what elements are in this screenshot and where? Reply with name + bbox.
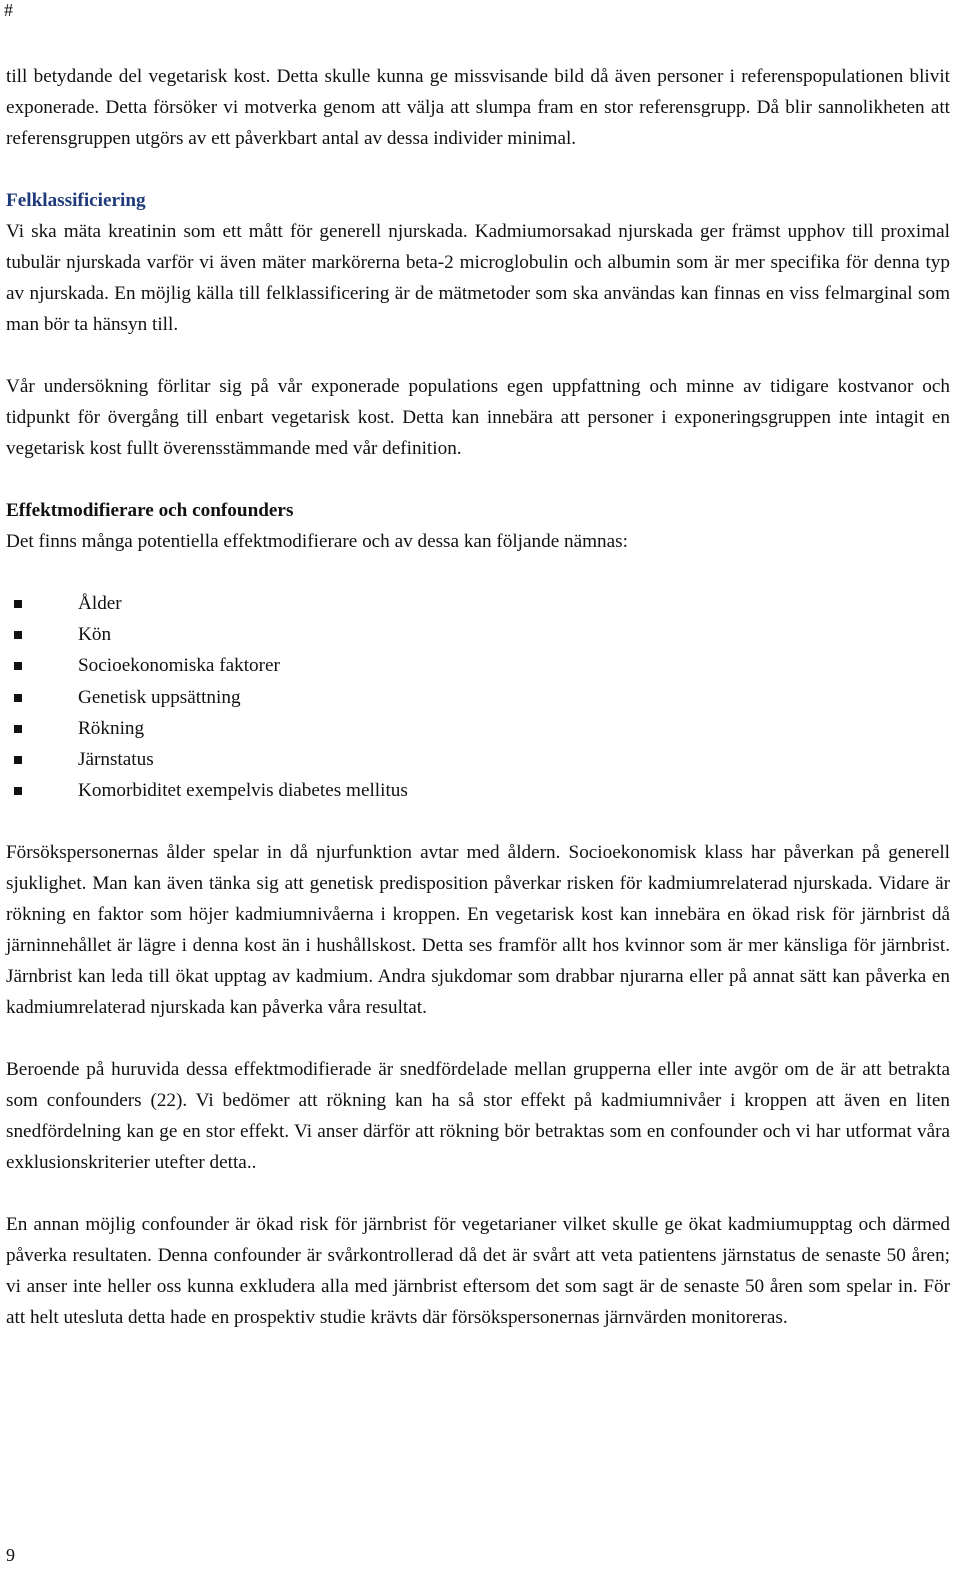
corner-mark: # [4, 0, 13, 20]
heading-effektmodifierare: Effektmodifierare och confounders [6, 500, 294, 521]
list-item: Rökning [6, 713, 950, 744]
list-item: Genetisk uppsättning [6, 682, 950, 713]
square-bullet-icon [14, 756, 22, 764]
square-bullet-icon [14, 662, 22, 670]
paragraph-6: Beroende på huruvida dessa effektmodifierade är snedfördelade mellan grupperna eller inte avgör om de är att betrakta som confounders (22). Vi bedömer att rökning kan ha så stor effekt på kadmiumnivåer i kroppen att även en liten snedfördelning kan ge en stor effekt. Vi anser därför att rökning bör betraktas som en confounder och vi har utformat våra exklusionskriterier utefter detta.. [6, 1059, 950, 1174]
paragraph-4: Det finns många potentiella effektmodifierare och av dessa kan följande nämnas: [6, 531, 628, 552]
effect-modifier-list [6, 588, 950, 806]
list-item: Kön [6, 619, 950, 650]
heading-felklassificiering: Felklassificiering [6, 190, 146, 211]
paragraph-5: Försökspersonernas ålder spelar in då njurfunktion avtar med åldern. Socioekonomisk klass har påverkan på generell sjuklighet. Man kan även tänka sig att genetisk predisposition påverkar risken för kadmiumrelaterad njurskada. Vidare är rökning en faktor som höjer kadmiumnivåerna i kroppen. En vegetarisk kost kan innebära en ökad risk för järnbrist då järninnehållet är lägre i denna kost än i hushållskost. Detta ses framför allt hos kvinnor som är mer känsliga för järnbrist. Järnbrist kan leda till ökat upptag av kadmium. Andra sjukdomar som drabbar njurarna eller på annat sätt kan påverka en kadmiumrelaterad njurskada kan påverka våra resultat. [6, 842, 950, 1019]
list-item: Järnstatus [6, 744, 950, 775]
paragraph-2: Vi ska mäta kreatinin som ett mått för generell njurskada. Kadmiumorsakad njurskada ger främst upphov till proximal tubulär njurskada varför vi även mäter markörerna beta-2 microglobulin och albumin som är mer specifika för denna typ av njurskada. En möjlig källa till felklassificering är de mätmetoder som ska användas kan finnas en viss felmarginal som man bör ta hänsyn till. [6, 221, 950, 335]
document-body [6, 61, 950, 1333]
page-number: 9 [6, 1545, 15, 1565]
paragraph-7: En annan möjlig confounder är ökad risk för järnbrist för vegetarianer vilket skulle ge ökat kadmiumupptag och därmed påverka resultaten. Denna confounder är svårkontrollerad då det är svårt att veta patientens järnstatus de senaste 50 åren; vi anser inte heller oss kunna exkludera alla med järnbrist eftersom det som sagt är de senaste 50 åren som spelar in. För att helt utesluta detta hade en prospektiv studie krävts där försökspersonernas järnvärden monitoreras. [6, 1214, 950, 1329]
square-bullet-icon [14, 787, 22, 795]
square-bullet-icon [14, 694, 22, 702]
list-item: Socioekonomiska faktorer [6, 650, 950, 681]
square-bullet-icon [14, 631, 22, 639]
paragraph-1: till betydande del vegetarisk kost. Detta skulle kunna ge missvisande bild då även personer i referenspopulationen blivit exponerade. Detta försöker vi motverka genom att välja att slumpa fram en stor referensgrupp. Då blir sannolikheten att referensgruppen utgörs av ett påverkbart antal av dessa individer minimal. [6, 66, 950, 149]
square-bullet-icon [14, 600, 22, 608]
square-bullet-icon [14, 725, 22, 733]
paragraph-3: Vår undersökning förlitar sig på vår exponerade populations egen uppfattning och minne av tidigare kostvanor och tidpunkt för övergång till enbart vegetarisk kost. Detta kan innebära att personer i exponeringsgruppen inte intagit en vegetarisk kost fullt överensstämmande med vår definition. [6, 376, 950, 459]
list-item: Komorbiditet exempelvis diabetes mellitus [6, 775, 950, 806]
list-item: Ålder [6, 588, 950, 619]
